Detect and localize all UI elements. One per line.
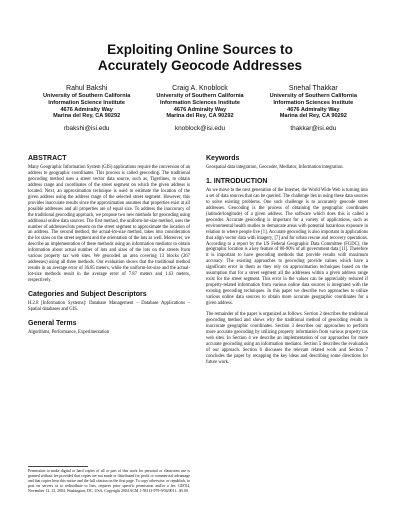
- author-3: [257, 84, 370, 133]
- author-city: Marina del Rey, CA 90292: [53, 113, 121, 120]
- author-email: thakkar@isi.edu: [290, 125, 337, 133]
- author-street: 4676 Admiralty Way: [60, 106, 113, 113]
- author-dept: Information Sciences Institute: [160, 99, 240, 106]
- author-city: Marina del Rey, CA 90292: [166, 113, 234, 120]
- author-2: [143, 84, 256, 133]
- abstract-heading: ABSTRACT: [28, 155, 67, 162]
- author-name: Snehal Thakkar: [288, 85, 338, 92]
- author-org: University of Southern California: [156, 93, 244, 99]
- author-street: 4676 Admiralty Way: [173, 106, 227, 113]
- general-terms-heading: General Terms: [28, 319, 77, 327]
- author-email: knoblock@isi.edu: [174, 125, 226, 133]
- author-org: University of Southern California: [269, 93, 357, 99]
- right-column: [206, 154, 368, 366]
- author-block: [30, 84, 370, 133]
- general-terms-text: Algorithms, Performance, Experimentation: [28, 329, 110, 335]
- author-dept: Information Sciences Institute: [273, 99, 354, 106]
- introduction-paragraph-2: The remainder of the paper is organized as follows. Section 2 describes the traditional geocoding method and shows why the traditional method of geocoding results in inaccurate geographic coordinates. Section 3 describes our approaches to perform more accurate geocoding by utilizing property information from various property tax web sites. In Section 4 we describe an implementation of our approaches for more accurate geocoding using an information mediator. Section 5 describes the evaluation of our approach. Section 6 discusses the relevant related work and Section 7 concludes the paper by recapping the key ideas and describing some directions for future work.: [206, 312, 368, 365]
- author-city: Marina del Rey, CA 90292: [279, 113, 347, 120]
- left-column: [28, 154, 190, 336]
- author-street: 4676 Admiralty Way: [287, 106, 340, 113]
- categories-heading: Categories and Subject Descriptors: [28, 291, 147, 299]
- categories-text: H.2.8 [Information Systems]: Database Management – Database Applications – Spatial databases and GIS.: [28, 301, 190, 313]
- introduction-heading: 1. INTRODUCTION: [206, 177, 268, 185]
- introduction-paragraph-1: As we move to the next generation of the Internet, the World Wide Web is turning into a set of data sources that can be queried. The challenge lies in using these data sources to solve existing problems. One such challenge is to accurately geocode street addresses. Geocoding is the process of obtaining the geographic coordinates (latitude/longitude) of a given address. The software which does this is called a geocoder. Accurate geocoding is important for a variety of applications, such as environmental health studies to demarcate areas with potential hazardous exposure in relation to where people live [1]. Accurate geocoding is also important in applications that align vector data with imagery, [7] and for urban rescue and recovery operations. According to a report by the US Federal Geographic Data Committee (FGDC), the geographic location is a key feature of 80-90% of all government data [11]. Therefore it is important to have geocoding methods that provide results with maximum accuracy. The existing approaches to geocoding provide values which have a significant error in them as they rely on approximation techniques based on the assumption that for a street segment all the addresses within a given address range exist for the street segment. This error in the values can be appreciably reduced if property-related information from various online data sources is integrated with the existing geocoding techniques. In this paper we describe two approaches to utilize various online data sources to obtain more accurate geographic coordinates for a given address.: [206, 187, 368, 307]
- introduction-section: [206, 177, 368, 366]
- author-org: University of Southern California: [42, 93, 131, 99]
- keywords-text: Geospatial data integration, Geocoder, Mediator, Information integration.: [206, 165, 344, 170]
- title-line-2: Accurately Geocode Addresses: [97, 58, 303, 73]
- paper-title: [0, 42, 400, 74]
- general-terms-section: [28, 319, 190, 336]
- copyright-notice: [28, 466, 190, 494]
- author-email: rbakshi@isi.edu: [63, 125, 110, 133]
- copyright-rule: [28, 466, 88, 467]
- title-line-1: Exploiting Online Sources to: [107, 42, 293, 57]
- author-name: Rahul Bakshi: [66, 85, 108, 92]
- categories-section: [28, 290, 190, 313]
- author-1: [30, 84, 143, 133]
- abstract-text: Many Geographic Information System (GIS) applications require the conversion of an address to geographic coordinates. This process is called geocoding. The traditional geocoding method uses a street vector data source, such as, Tigerlines, to obtain address range and coordinates of the street segment on which the given address is located. Next, an approximation technique is used to estimate the location of the given address using the address range of the selected street segment. However, this provides inaccurate results since the approximation assumes that properties exist at all possible addresses and all properties are of equal size. To address the inaccuracy of the traditional geocoding approach, we propose two new methods for geocoding using additional online data sources. The first method, the uniform-lot-size method, uses the number of addresses/lots present on the street segment to approximate the location of an address. The second method, the actual-lot-size method, takes into consideration the lot sizes on the street segment and the orientation of the lots as well. Moreover, we describe an implementation of these methods using an information mediator to obtain information about actual number of lots and sizes of the lots on the streets from various property tax web sites. We geocoded an area covering 13 blocks (267 addresses) using all three methods. Our evaluation shows that the traditional method results in an average error of 36.85 meters, while the uniform-lot-size and the actual-lot-size methods result in the average error of 7.87 meters and 1.63 meters, respectively.: [28, 165, 191, 284]
- copyright-text: Permission to make digital or hard copies of all or part of this work for personal or classroom use is granted without fee provided that copies are not made or distributed for profit or commercial advantage and that copies bear this notice and the full citation on the first page. To copy otherwise, or republish, to post on servers or to redistribute to lists, requires prior specific permission and/or a fee. GIS'04, November 12–13, 2004, Washington, DC, USA. Copyright 2004 ACM 1-58113-979-9/04/0011...$5.00.: [28, 469, 190, 493]
- keywords-heading: Keywords: [206, 155, 240, 162]
- author-name: Craig A. Knoblock: [172, 85, 228, 92]
- author-dept: Information Science Institute: [48, 99, 126, 106]
